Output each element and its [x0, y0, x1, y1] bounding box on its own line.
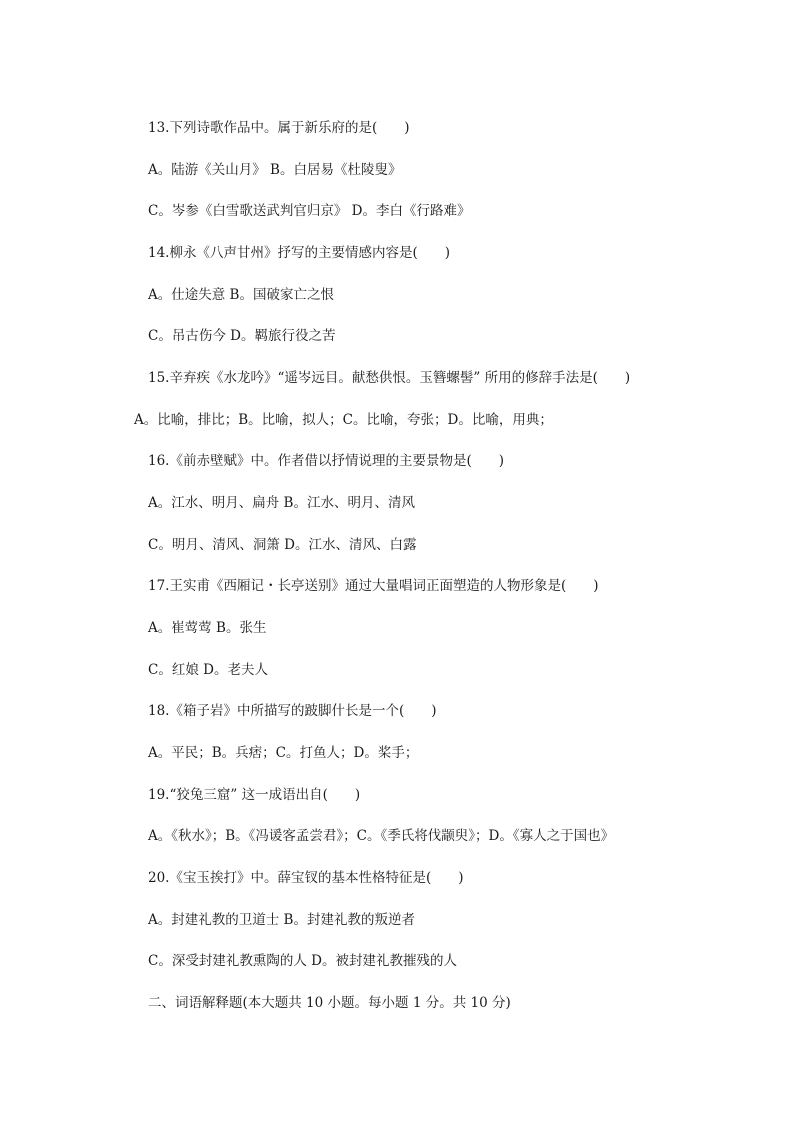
question-14-options-ab: A。仕途失意 B。国破家亡之恨	[148, 287, 334, 303]
question-19-options: A。《秋水》；B。《冯谖客孟尝君》；C。《季氏将伐颛臾》；D。《寡人之于国也》	[148, 828, 615, 844]
question-17-options-ab: A。崔莺莺 B。张生	[148, 620, 267, 636]
question-17-options-cd: C。红娘 D。老夫人	[148, 662, 268, 678]
question-13-options-cd: C。岑参《白雪歌送武判官归京》 D。李白《行路难》	[148, 203, 471, 219]
question-20-options-ab: A。封建礼教的卫道士 B。封建礼教的叛逆者	[148, 912, 415, 928]
question-17-stem: 17.王实甫《西厢记・长亭送别》通过大量唱词正面塑造的人物形象是( )	[148, 578, 599, 594]
question-13-options-ab: A。陆游《关山月》 B。白居易《杜陵叟》	[148, 162, 402, 178]
question-15-options: A。比喻，排比；B。比喻，拟人；C。比喻，夸张；D。比喻，用典；	[134, 412, 553, 428]
question-16-options-cd: C。明月、清风、洞箫 D。江水、清风、白露	[148, 537, 417, 553]
question-15-stem: 15.辛弃疾《水龙吟》“遥岑远目。献愁供恨。玉簪螺髻” 所用的修辞手法是( )	[148, 370, 631, 386]
question-19-stem: 19.“狡兔三窟” 这一成语出自( )	[148, 787, 361, 803]
question-18-stem: 18.《箱子岩》中所描写的跛脚什长是一个( )	[148, 703, 437, 719]
question-20-stem: 20.《宝玉挨打》中。薛宝钗的基本性格特征是( )	[148, 870, 464, 886]
question-16-stem: 16.《前赤壁赋》中。作者借以抒情说理的主要景物是( )	[148, 453, 505, 469]
section-2-heading: 二、词语解释题(本大题共 10 小题。每小题 1 分。共 10 分)	[148, 995, 511, 1011]
question-16-options-ab: A。江水、明月、扁舟 B。江水、明月、清风	[148, 495, 415, 511]
question-18-options: A。平民；B。兵痞；C。打鱼人；D。桨手；	[148, 745, 419, 761]
question-13-stem: 13.下列诗歌作品中。属于新乐府的是( )	[148, 120, 410, 136]
question-14-stem: 14.柳永《八声甘州》抒写的主要情感内容是( )	[148, 245, 451, 261]
question-14-options-cd: C。吊古伤今 D。羁旅行役之苦	[148, 328, 336, 344]
question-20-options-cd: C。深受封建礼教熏陶的人 D。被封建礼教摧残的人	[148, 953, 457, 969]
